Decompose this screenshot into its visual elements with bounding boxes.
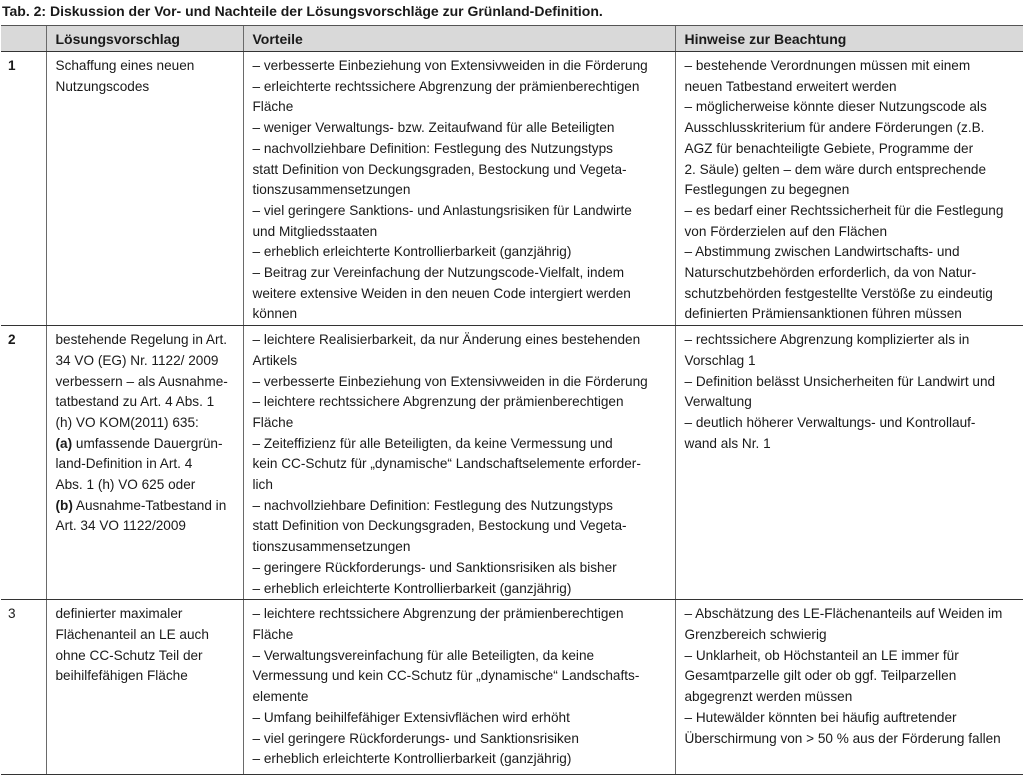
note-line: – Abstimmung zwischen Landwirtschafts- und: [684, 244, 960, 260]
option-label: (b): [55, 497, 73, 513]
row-number: [1, 326, 46, 600]
proposal-text: beihilfefähigen Fläche: [55, 668, 188, 684]
advantage-line: lich: [252, 477, 273, 493]
note-line: schutzbehörden festgestellte Verstöße zu eindeutig: [684, 285, 993, 301]
advantage-line: statt Definition von Deckungsgraden, Bestockung und Vegeta-: [252, 518, 627, 534]
note-line: – Hutewälder könnten bei häufig auftretender: [684, 709, 957, 725]
proposal-text: umfassende Dauergrün-: [72, 435, 223, 451]
row-number-text: 2: [8, 332, 16, 348]
proposal-text: Ausnahme-Tatbestand in: [72, 497, 227, 513]
header-advantages: Vorteile: [243, 26, 675, 52]
advantages-cell: [243, 326, 675, 600]
advantage-line: – erleichterte rechtssichere Abgrenzung der prämienberechtigen: [252, 78, 640, 94]
proposal-text: Nutzungscodes: [55, 78, 150, 94]
advantage-line: – Zeiteffizienz für alle Beteiligten, da keine Vermessung und: [252, 435, 613, 451]
row-number-text: 3: [8, 606, 16, 622]
note-line: Vorschlag 1: [684, 352, 756, 368]
advantage-line: – geringere Rückforderungs- und Sanktionsrisiken als bisher: [252, 559, 617, 575]
proposal-line: [56, 666, 239, 687]
note-line: – Unklarheit, ob Höchstanteil an LE immer für: [684, 647, 959, 663]
advantage-line: – nachvollziehbare Definition: Festlegung des Nutzungstyps: [252, 140, 613, 156]
proposal-cell: [46, 600, 243, 775]
advantage-line: – leichtere Realisierbarkeit, da nur Änderung eines bestehenden: [252, 332, 641, 348]
proposal-line: [56, 56, 239, 77]
proposal-text: Flächenanteil an LE auch: [55, 626, 209, 642]
proposal-text: definierter maximaler: [55, 606, 183, 622]
advantage-line: – viel geringere Sanktions- und Anlastungsrisiken für Landwirte: [252, 202, 632, 218]
proposal-line: [56, 496, 239, 517]
note-line: Ausschlusskriterium für andere Förderungen (z.B.: [684, 120, 985, 136]
advantage-line: und Mitgliedsstaaten: [252, 223, 378, 239]
note-line: – möglicherweise könnte dieser Nutzungscode als: [684, 99, 987, 115]
proposal-text: Abs. 1 (h) VO 625 oder: [55, 477, 196, 493]
advantage-line: – weniger Verwaltungs- bzw. Zeitaufwand für alle Beteiligten: [252, 120, 615, 136]
note-line: – Definition belässt Unsicherheiten für Landwirt und: [684, 373, 996, 389]
table-row: [1, 600, 1023, 775]
proposal-line: [56, 392, 239, 413]
proposal-line: [56, 434, 239, 455]
proposal-cell: [46, 326, 243, 600]
proposal-text: (h) VO KOM(2011) 635:: [55, 414, 199, 430]
advantage-line: können: [252, 306, 298, 322]
advantage-line: kein CC-Schutz für „dynamische“ Landschaftselemente erforder-: [252, 456, 641, 472]
proposal-line: [56, 77, 239, 98]
row-number: [1, 600, 46, 775]
table-header-row: [1, 26, 1023, 52]
advantage-line: – verbesserte Einbeziehung von Extensivweiden in die Förderung: [252, 58, 648, 73]
note-line: neuen Tatbestand erweitert werden: [684, 78, 897, 94]
note-line: – bestehende Verordnungen müssen mit einem: [684, 58, 971, 73]
proposal-cell: [46, 52, 243, 326]
note-line: Gesamtparzelle gilt oder ob ggf. Teilparzellen: [684, 668, 957, 684]
note-line: abgegrenzt werden müssen: [684, 689, 853, 705]
proposal-text: tatbestand zu Art. 4 Abs. 1: [55, 394, 215, 410]
advantage-line: – leichtere rechtssichere Abgrenzung der prämienberechtigen: [252, 394, 624, 410]
proposal-line: [56, 646, 239, 667]
advantage-line: Fläche: [252, 626, 294, 642]
advantage-line: weitere extensive Weiden in den neuen Code intergiert werden: [252, 285, 631, 301]
proposal-text: Schaffung eines neuen: [55, 58, 195, 73]
note-line: 2. Säule) gelten – dem wäre durch entsprechende: [684, 161, 987, 177]
advantage-line: – Umfang beihilfefähiger Extensivflächen wird erhöht: [252, 709, 570, 725]
proposal-text: bestehende Regelung in Art.: [55, 332, 228, 348]
proposal-line: [56, 330, 239, 351]
note-line: – Abschätzung des LE-Flächenanteils auf Weiden im: [684, 606, 1003, 622]
note-line: Verwaltung: [684, 394, 752, 410]
advantages-cell: [243, 52, 675, 326]
advantage-line: Vermessung und kein CC-Schutz für „dynamische“ Landschafts-: [252, 668, 640, 684]
proposal-text: ohne CC-Schutz Teil der: [55, 647, 203, 663]
header-proposal: Lösungsvorschlag: [46, 26, 243, 52]
proposal-line: [56, 604, 239, 625]
proposal-line: [56, 516, 239, 537]
advantage-line: tionszusammensetzungen: [252, 182, 411, 198]
comparison-table: [1, 25, 1023, 775]
advantage-line: – nachvollziehbare Definition: Festlegung des Nutzungstyps: [252, 497, 613, 513]
proposal-text: land-Definition in Art. 4: [55, 456, 193, 472]
proposal-line: [56, 454, 239, 475]
advantage-line: – Beitrag zur Vereinfachung der Nutzungscode-Vielfalt, indem: [252, 265, 625, 281]
advantage-line: statt Definition von Deckungsgraden, Bestockung und Vegeta-: [252, 161, 627, 177]
note-line: AGZ für benachteiligte Gebiete, Programme der: [684, 140, 974, 156]
note-line: wand als Nr. 1: [684, 435, 771, 451]
advantage-line: – verbesserte Einbeziehung von Extensivweiden in die Förderung: [252, 373, 648, 389]
note-line: – rechtssichere Abgrenzung komplizierter als in: [684, 332, 970, 348]
advantage-line: tionszusammensetzungen: [252, 539, 411, 555]
advantage-line: Fläche: [252, 414, 294, 430]
proposal-text: Art. 34 VO 1122/2009: [55, 518, 186, 534]
advantage-line: – viel geringere Rückforderungs- und Sanktionsrisiken: [252, 730, 579, 746]
header-notes: Hinweise zur Beachtung: [675, 26, 1023, 52]
note-line: Grenzbereich schwierig: [684, 626, 827, 642]
advantage-line: – Verwaltungsvereinfachung für alle Beteiligten, da keine: [252, 647, 595, 663]
proposal-text: 34 VO (EG) Nr. 1122/ 2009: [55, 352, 219, 368]
row-number-text: 1: [8, 58, 16, 73]
proposal-line: [56, 625, 239, 646]
note-line: von Förderzielen auf den Flächen: [684, 223, 888, 239]
advantage-line: – erheblich erleichterte Kontrollierbarkeit (ganzjährig): [252, 751, 572, 767]
proposal-line: [56, 475, 239, 496]
advantage-line: Artikels: [252, 352, 298, 368]
note-line: definierten Prämiensanktionen führen müssen: [684, 306, 962, 322]
proposal-line: [56, 351, 239, 372]
advantages-cell: [243, 600, 675, 775]
note-line: – es bedarf einer Rechtssicherheit für die Festlegung: [684, 202, 1004, 218]
proposal-line: [56, 413, 239, 434]
note-line: – deutlich höherer Verwaltungs- und Kontrollauf-: [684, 414, 976, 430]
proposal-line: [56, 372, 239, 393]
note-line: Naturschutzbehörden erforderlich, da von Natur-: [684, 265, 977, 281]
note-line: Überschirmung von > 50 % aus der Förderung fallen: [684, 730, 1001, 746]
advantage-line: – erheblich erleichterte Kontrollierbarkeit (ganzjährig): [252, 580, 572, 596]
notes-cell: [675, 326, 1023, 600]
advantage-line: elemente: [252, 689, 309, 705]
advantage-line: – leichtere rechtssichere Abgrenzung der prämienberechtigen: [252, 606, 624, 622]
table-row: [1, 52, 1023, 326]
advantage-line: Fläche: [252, 99, 294, 115]
proposal-text: verbessern – als Ausnahme-: [55, 373, 228, 389]
note-line: Festlegungen zu begegnen: [684, 182, 850, 198]
table-caption: Tab. 2: Diskussion der Vor- und Nachteile der Lösungsvorschläge zur Grünland-Definition.: [2, 3, 603, 19]
table-row: [1, 326, 1023, 600]
option-label: (a): [55, 435, 73, 451]
advantage-line: – erheblich erleichterte Kontrollierbarkeit (ganzjährig): [252, 244, 572, 260]
notes-cell: [675, 600, 1023, 775]
header-number: [1, 26, 46, 52]
notes-cell: [675, 52, 1023, 326]
row-number: [1, 52, 46, 326]
